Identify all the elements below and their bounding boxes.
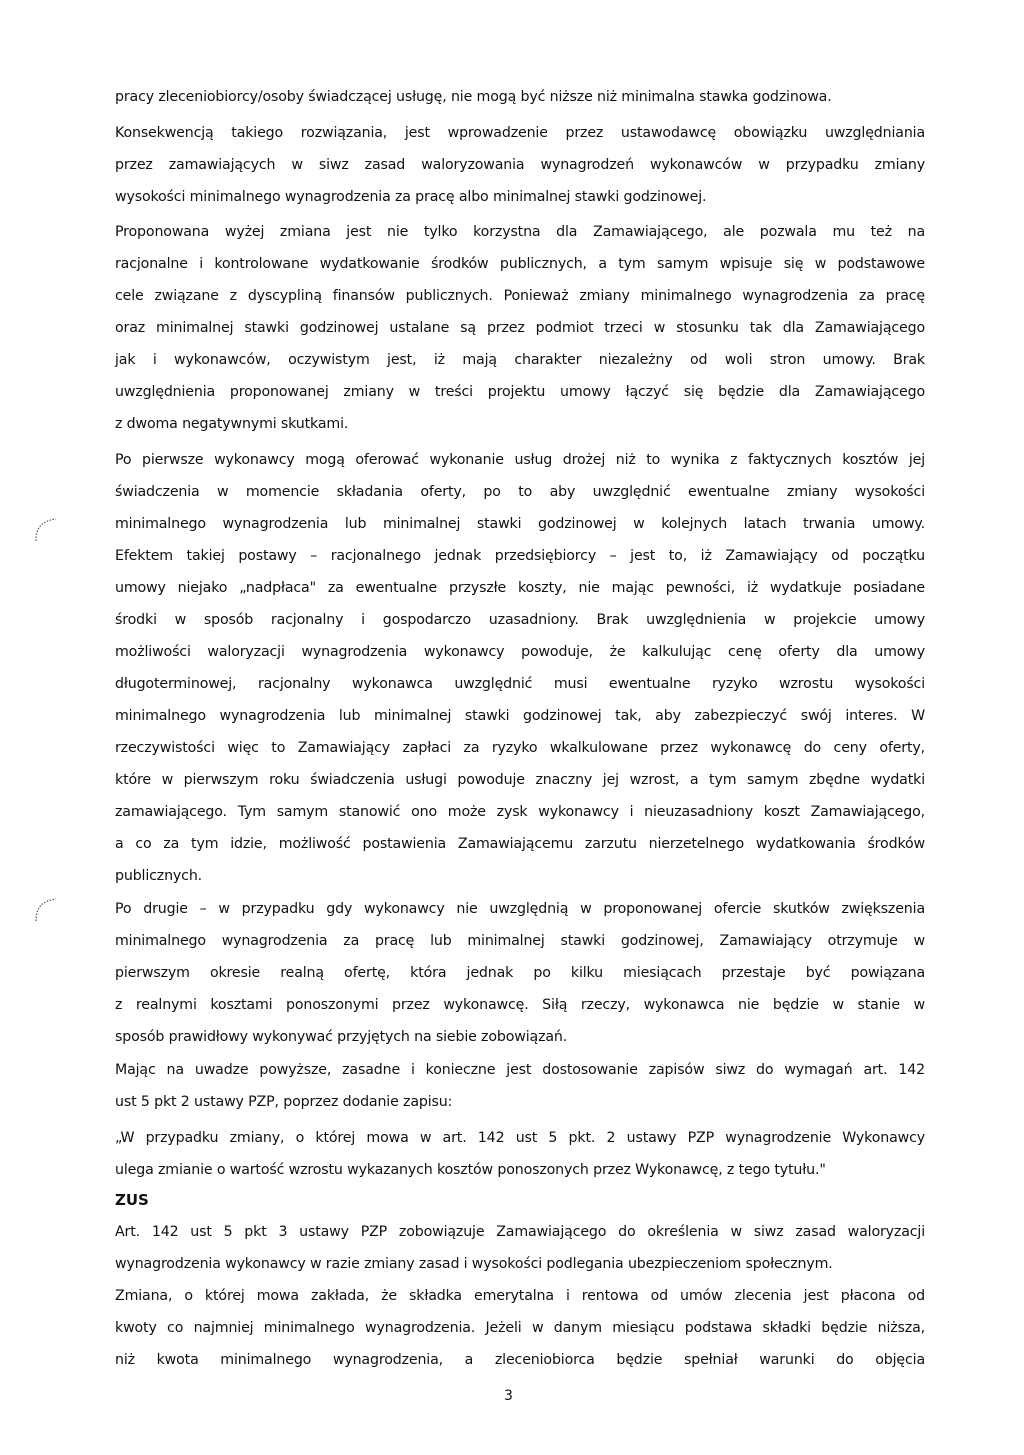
text-line: pracy zleceniobiorcy/osoby świadczącej usługę, nie mogą być niższe niż minimalna stawka godzinowa.: [115, 89, 832, 105]
text-line: publicznych.: [115, 868, 203, 884]
text-line: racjonalne i kontrolowane wydatkowanie środków publicznych, a tym samym wpisuje się w podstawowe: [115, 256, 925, 272]
text-line: świadczenia w momencie składania oferty, po to aby uwzględnić ewentualne zmiany wysokości: [115, 484, 925, 500]
text-line: zamawiającego. Tym samym stanowić ono może zysk wykonawcy i nieuzasadniony koszt Zamawiającego,: [115, 804, 925, 820]
text-line: a co za tym idzie, możliwość postawienia Zamawiającemu zarzutu nierzetelnego wydatkowania środków: [115, 836, 925, 852]
text-line: wynagrodzenia wykonawcy w razie zmiany zasad i wysokości podlegania ubezpieczeniom społecznym.: [115, 1256, 833, 1272]
scan-mark-icon: [30, 895, 60, 925]
text-line: minimalnego wynagrodzenia za pracę lub minimalnej stawki godzinowej, Zamawiający otrzymuje w: [115, 933, 925, 949]
text-line: wysokości minimalnego wynagrodzenia za pracę albo minimalnej stawki godzinowej.: [115, 189, 707, 205]
text-line: uwzględnienia proponowanej zmiany w treści projektu umowy łączyć się będzie dla Zamawiającego: [115, 384, 925, 400]
text-line: Efektem takiej postawy – racjonalnego jednak przedsiębiorcy – jest to, iż Zamawiający od początku: [115, 548, 925, 564]
text-line: długoterminowej, racjonalny wykonawca uwzględnić musi ewentualne ryzyko wzrostu wysokości: [115, 676, 925, 692]
text-line: rzeczywistości więc to Zamawiający zapłaci za ryzyko wkalkulowane przez wykonawcę do ceny oferty,: [115, 740, 925, 756]
text-line: sposób prawidłowy wykonywać przyjętych na siebie zobowiązań.: [115, 1029, 568, 1045]
text-line: Art. 142 ust 5 pkt 3 ustawy PZP zobowiązuje Zamawiającego do określenia w siwz zasad waloryzacji: [115, 1224, 925, 1240]
text-line: minimalnego wynagrodzenia lub minimalnej stawki godzinowej tak, aby zabezpieczyć swój interes. W: [115, 708, 925, 724]
text-line: Proponowana wyżej zmiana jest nie tylko korzystna dla Zamawiającego, ale pozwala mu też na: [115, 224, 925, 240]
text-line: Zmiana, o której mowa zakłada, że składka emerytalna i rentowa od umów zlecenia jest płacona od: [115, 1288, 925, 1304]
text-line: z dwoma negatywnymi skutkami.: [115, 416, 349, 432]
text-line: przez zamawiających w siwz zasad waloryzowania wynagrodzeń wykonawców w przypadku zmiany: [115, 157, 925, 173]
text-line: kwoty co najmniej minimalnego wynagrodzenia. Jeżeli w danym miesiącu podstawa składki będzie niższa,: [115, 1320, 925, 1336]
text-line: ust 5 pkt 2 ustawy PZP, poprzez dodanie zapisu:: [115, 1094, 453, 1110]
text-line: cele związane z dyscypliną finansów publicznych. Ponieważ zmiany minimalnego wynagrodzenia za pracę: [115, 288, 925, 304]
text-line: jak i wykonawców, oczywistym jest, iż mają charakter niezależny od woli stron umowy. Brak: [115, 352, 925, 368]
text-line: Po pierwsze wykonawcy mogą oferować wykonanie usług drożej niż to wynika z faktycznych kosztów jej: [115, 452, 925, 468]
text-line: „W przypadku zmiany, o której mowa w art. 142 ust 5 pkt. 2 ustawy PZP wynagrodzenie Wykonawcy: [115, 1130, 925, 1146]
scan-mark-icon: [30, 515, 60, 545]
text-line: możliwości waloryzacji wynagrodzenia wykonawcy powoduje, że kalkulując cenę oferty dla umowy: [115, 644, 925, 660]
text-line: z realnymi kosztami ponoszonymi przez wykonawcę. Siłą rzeczy, wykonawca nie będzie w stanie w: [115, 997, 925, 1013]
text-line: Konsekwencją takiego rozwiązania, jest wprowadzenie przez ustawodawcę obowiązku uwzględniania: [115, 125, 925, 141]
text-line: minimalnego wynagrodzenia lub minimalnej stawki godzinowej w kolejnych latach trwania umowy.: [115, 516, 925, 532]
text-line: oraz minimalnej stawki godzinowej ustalane są przez podmiot trzeci w stosunku tak dla Zamawiającego: [115, 320, 925, 336]
text-line: Mając na uwadze powyższe, zasadne i konieczne jest dostosowanie zapisów siwz do wymagań art. 142: [115, 1062, 925, 1078]
text-line: umowy niejako „nadpłaca" za ewentualne przyszłe koszty, nie mając pewności, iż wydatkuje posiadane: [115, 580, 925, 596]
text-line: ulega zmianie o wartość wzrostu wykazanych kosztów ponoszonych przez Wykonawcę, z tego tytułu.": [115, 1162, 826, 1178]
text-line: Po drugie – w przypadku gdy wykonawcy nie uwzględnią w proponowanej ofercie skutków zwiększenia: [115, 901, 925, 917]
text-line: które w pierwszym roku świadczenia usługi powoduje znaczny jej wzrost, a tym samym zbędne wydatki: [115, 772, 925, 788]
section-heading-zus: ZUS: [115, 1191, 149, 1209]
text-line: niż kwota minimalnego wynagrodzenia, a zleceniobiorca będzie spełniał warunki do objęcia: [115, 1352, 925, 1368]
text-line: środki w sposób racjonalny i gospodarczo uzasadniony. Brak uwzględnienia w projekcie umowy: [115, 612, 925, 628]
page-number: 3: [504, 1388, 513, 1404]
text-line: pierwszym okresie realną ofertę, która jednak po kilku miesiącach przestaje być powiązana: [115, 965, 925, 981]
